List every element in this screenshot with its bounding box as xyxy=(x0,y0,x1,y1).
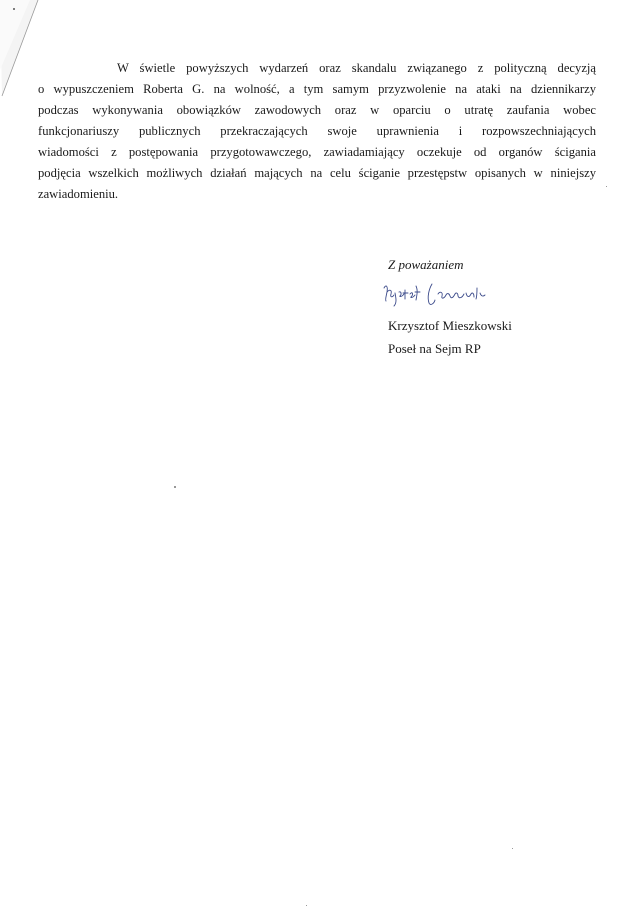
handwritten-signature xyxy=(380,280,492,308)
letter-body-paragraph xyxy=(38,58,596,205)
scan-speck xyxy=(606,186,607,187)
body-line-6: podjęcia wszelkich możliwych działań mających na celu ściganie przestępstw opisanych w niniejszy xyxy=(38,166,596,180)
closing-salutation: Z poważaniem xyxy=(388,257,464,272)
signer-name: Krzysztof Mieszkowski xyxy=(388,318,512,333)
body-line-1: W świetle powyższych wydarzeń oraz skandalu związanego z polityczną decyzją xyxy=(117,61,596,75)
body-line-5: wiadomości z postępowania przygotowawczego, zawiadamiający oczekuje od organów ścigania xyxy=(38,145,596,159)
body-line-4: funkcjonariuszy publicznych przekraczających swoje uprawnienia i rozpowszechniających xyxy=(38,124,596,138)
body-line-7: zawiadomieniu. xyxy=(38,187,119,201)
scan-speck xyxy=(512,848,513,849)
scan-speck xyxy=(306,905,307,906)
signer-title: Poseł na Sejm RP xyxy=(388,341,481,356)
body-line-2: o wypuszczeniem Roberta G. na wolność, a tym samym przyzwolenie na ataki na dziennikarzy xyxy=(38,82,596,96)
scan-speck xyxy=(174,486,176,488)
body-line-3: podczas wykonywania obowiązków zawodowych oraz w oparciu o utratę zaufania wobec xyxy=(38,103,596,117)
page-corner-fold xyxy=(0,0,40,100)
